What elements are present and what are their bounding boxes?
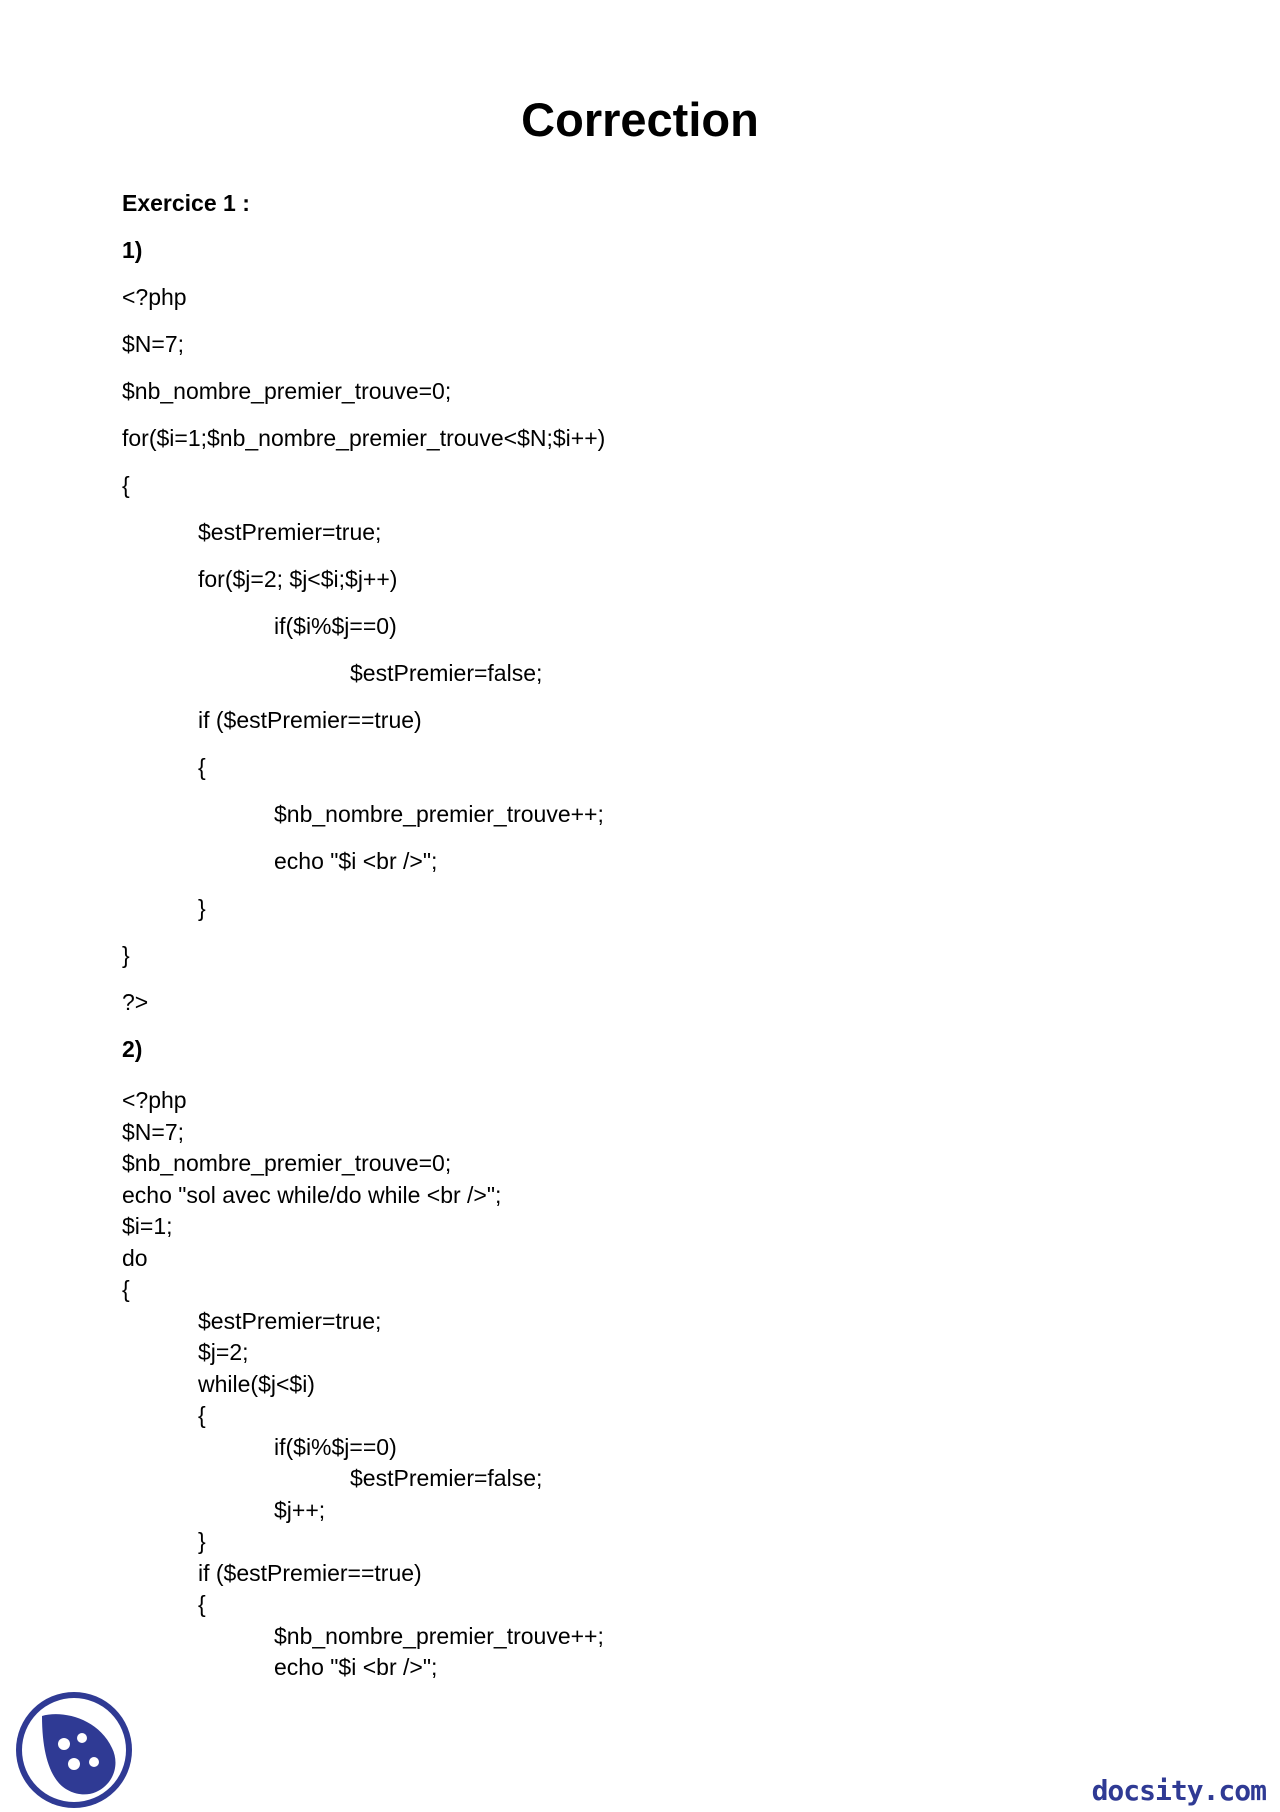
part1-label: 1) xyxy=(122,237,143,263)
code-line: $nb_nombre_premier_trouve=0; xyxy=(122,378,452,404)
page-title: Correction xyxy=(521,93,759,146)
docsity-brand[interactable]: docsity.com xyxy=(1091,1774,1266,1807)
code-line: if ($estPremier==true) xyxy=(198,1560,422,1586)
code-line: $j++; xyxy=(274,1497,326,1523)
code-line: $i=1; xyxy=(122,1213,173,1239)
code-line: } xyxy=(198,895,206,921)
code-line: { xyxy=(198,1402,206,1428)
code-line: ?> xyxy=(122,989,149,1015)
code-line: $N=7; xyxy=(122,1119,185,1145)
code-line: { xyxy=(122,1276,130,1302)
code-line: { xyxy=(198,1591,206,1617)
part2-label: 2) xyxy=(122,1036,143,1062)
code-line: echo "sol avec while/do while <br />"; xyxy=(122,1182,502,1208)
code-line: if($i%$j==0) xyxy=(274,1434,397,1460)
code-line: do xyxy=(122,1245,148,1271)
code-line: echo "$i <br />"; xyxy=(274,1654,438,1680)
docsity-logo-icon[interactable] xyxy=(12,1688,136,1812)
code-line: echo "$i <br />"; xyxy=(274,848,438,874)
code-line: $N=7; xyxy=(122,331,185,357)
code-line: } xyxy=(198,1528,206,1554)
code-line: for($j=2; $j<$i;$j++) xyxy=(198,566,398,592)
code-line: $estPremier=false; xyxy=(350,660,543,686)
code-line: <?php xyxy=(122,284,187,310)
code-line: <?php xyxy=(122,1087,187,1113)
code-line: while($j<$i) xyxy=(198,1371,315,1397)
code-line: $estPremier=true; xyxy=(198,1308,382,1334)
code-line: $estPremier=true; xyxy=(198,519,382,545)
code-line: { xyxy=(198,754,206,780)
code-line: $j=2; xyxy=(198,1339,249,1365)
code-line: { xyxy=(122,472,130,498)
code-line: if($i%$j==0) xyxy=(274,613,397,639)
code-line: if ($estPremier==true) xyxy=(198,707,422,733)
code-line: } xyxy=(122,942,130,968)
exercise-heading: Exercice 1 : xyxy=(122,190,250,216)
code-line: $nb_nombre_premier_trouve++; xyxy=(274,801,604,827)
code-line: $nb_nombre_premier_trouve++; xyxy=(274,1623,604,1649)
code-line: for($i=1;$nb_nombre_premier_trouve<$N;$i++) xyxy=(122,425,606,451)
code-line: $estPremier=false; xyxy=(350,1465,543,1491)
code-line: $nb_nombre_premier_trouve=0; xyxy=(122,1150,452,1176)
